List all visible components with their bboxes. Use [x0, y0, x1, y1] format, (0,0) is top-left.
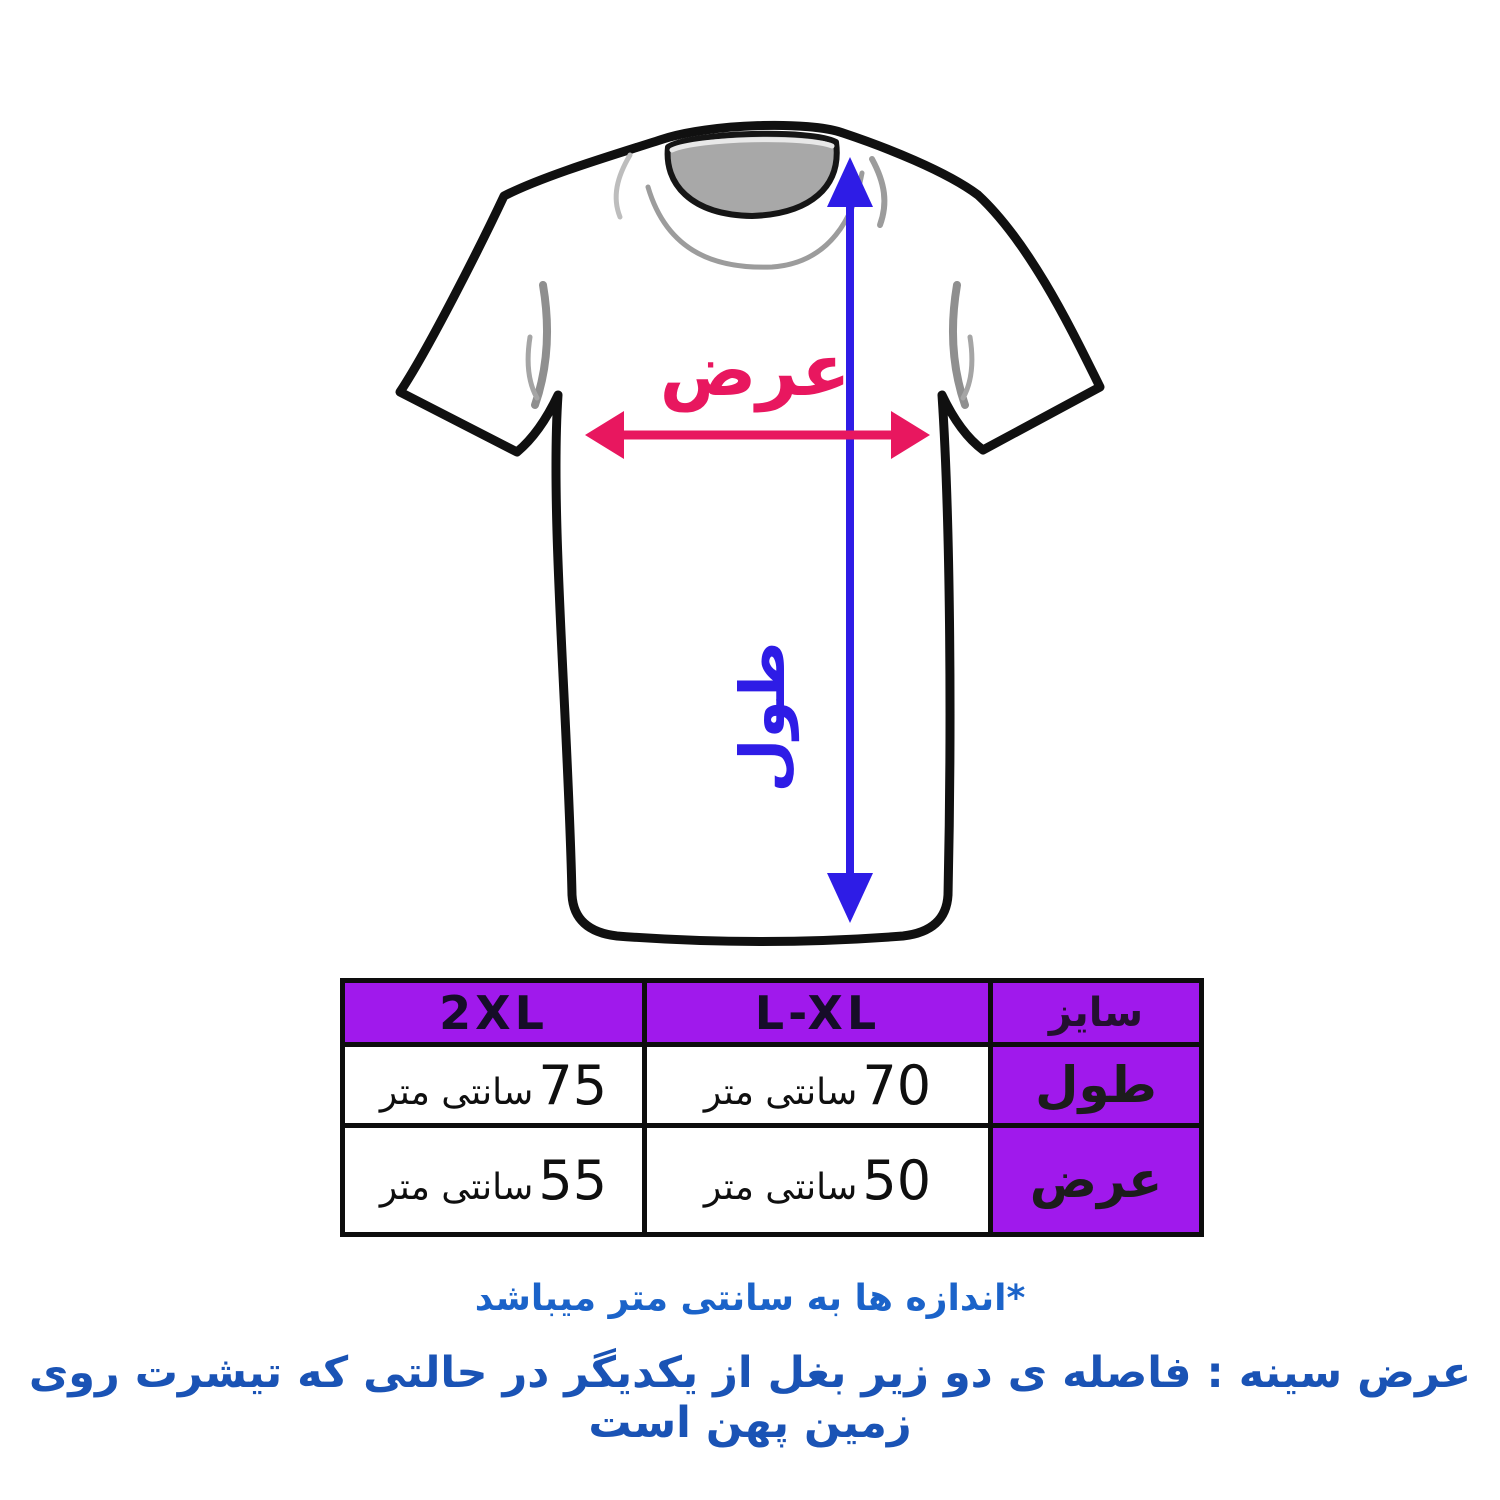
chest-width-footnote: عرض سینه : فاصله ی دو زیر بغل از یکدیگر در حالتی که تیشرت روی زمین پهن است	[28, 1348, 1472, 1448]
width-label: عرض	[659, 328, 851, 412]
header-cell-size	[991, 981, 1202, 1045]
cell-length-2xl	[343, 1045, 645, 1126]
length-lxl-unit: سانتی متر	[703, 1071, 858, 1113]
table-row-width	[343, 1126, 1202, 1235]
cell-length-lxl	[645, 1045, 991, 1126]
width-lxl-unit: سانتی متر	[703, 1166, 858, 1208]
width-lxl-value: 50	[862, 1148, 932, 1212]
header-2xl-label: 2XL	[439, 985, 548, 1040]
length-2xl-unit: سانتی متر	[379, 1071, 534, 1113]
tshirt-outline	[400, 125, 1100, 941]
size-table-header-row	[343, 981, 1202, 1045]
row-label-cell-width	[991, 1126, 1202, 1235]
header-cell-2xl	[343, 981, 645, 1045]
tshirt-diagram	[380, 95, 1120, 955]
row-label-cell-length	[991, 1045, 1202, 1126]
width-2xl-unit: سانتی متر	[379, 1166, 534, 1208]
header-cell-lxl	[645, 981, 991, 1045]
header-lxl-label: L-XL	[754, 985, 881, 1040]
length-lxl-value: 70	[862, 1053, 932, 1117]
cell-width-2xl	[343, 1126, 645, 1235]
header-size-label: سایز	[1048, 989, 1144, 1036]
width-2xl-value: 55	[538, 1148, 608, 1212]
length-label: طول	[726, 641, 799, 793]
size-table	[340, 978, 1204, 1237]
cell-width-lxl	[645, 1126, 991, 1235]
table-row-length	[343, 1045, 1202, 1126]
width-row-label: عرض	[1029, 1151, 1163, 1209]
length-row-label: طول	[1035, 1056, 1157, 1114]
length-2xl-value: 75	[538, 1053, 608, 1117]
unit-footnote: *اندازه ها به سانتی متر میباشد	[474, 1278, 1026, 1319]
